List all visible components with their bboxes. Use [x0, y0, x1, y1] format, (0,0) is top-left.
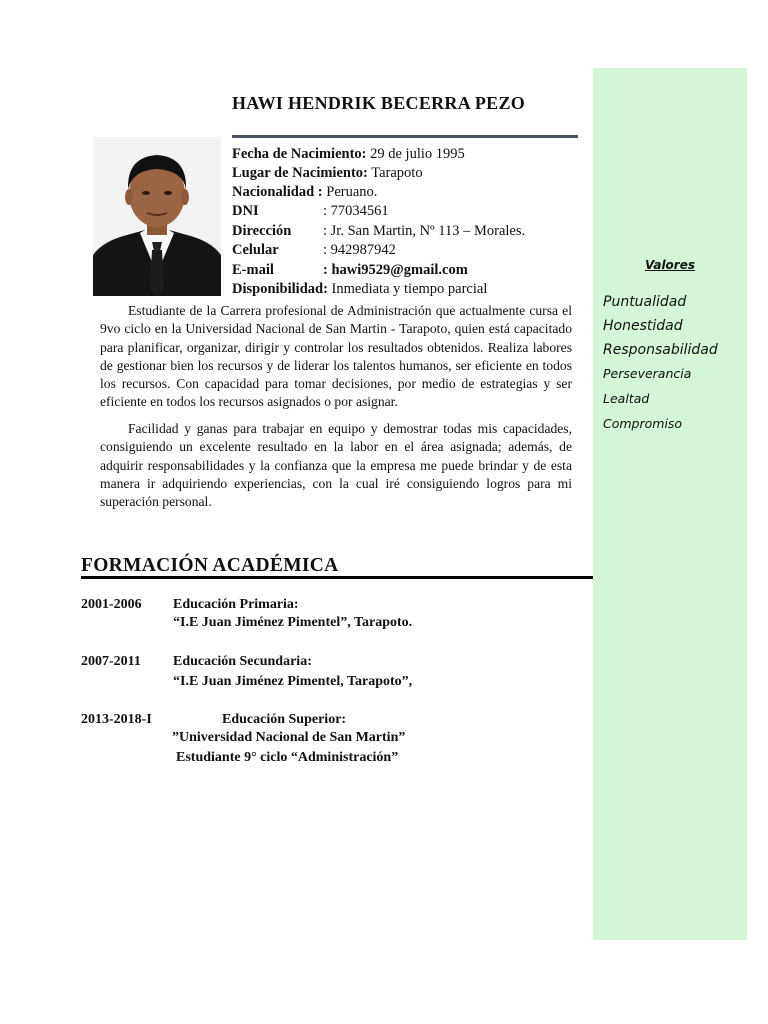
section-title: FORMACIÓN ACADÉMICA	[81, 555, 339, 576]
values-title: Valores	[644, 258, 695, 272]
candidate-name: HAWI HENDRIK BECERRA PEZO	[232, 93, 526, 113]
value-item: Lealtad	[603, 391, 650, 406]
edu-school: “I.E Juan Jiménez Pimentel”, Tarapoto.	[173, 615, 413, 630]
info-label: Fecha de Nacimiento:	[232, 146, 367, 162]
info-value: Inmediata y tiempo parcial	[331, 281, 488, 297]
info-value: : 77034561	[323, 203, 389, 219]
info-row-phone	[232, 241, 572, 260]
edu-school: “I.E Juan Jiménez Pimentel, Tarapoto”,	[173, 674, 413, 689]
value-item: Compromiso	[603, 416, 683, 431]
info-label: E-mail	[232, 262, 274, 278]
value-item: Puntualidad	[603, 294, 687, 310]
name-divider	[232, 135, 578, 138]
edu-detail: Estudiante 9° ciclo “Administración”	[176, 750, 399, 765]
info-value: Peruano.	[326, 184, 378, 200]
edu-years: 2007-2011	[81, 654, 141, 669]
edu-level: Educación Superior:	[222, 712, 347, 727]
info-value: : 942987942	[323, 242, 396, 258]
info-row-availability	[232, 280, 487, 299]
info-label: Nacionalidad :	[232, 184, 323, 200]
info-row-birthdate	[232, 145, 465, 164]
info-label: Lugar de Nacimiento:	[232, 165, 368, 181]
info-row-nationality	[232, 183, 377, 202]
profile-photo	[93, 137, 221, 296]
info-row-birthplace	[232, 164, 423, 183]
info-label: Celular	[232, 242, 279, 258]
values-list	[603, 294, 718, 441]
info-row-dni	[232, 202, 572, 221]
edu-level: Educación Primaria:	[173, 597, 299, 612]
profile-paragraph: Estudiante de la Carrera profesional de Administración que actualmente cursa el 9vo ciclo en la Universidad Nacional de San Martin - Tarapoto, quien está capacitado para planificar, organizar, dirigir y controlar los resultados obtenidos. Realiza labores de gestionar bien los recursos y de liderar los talentos humanos, ser eficiente en todos los recursos. Con capacidad para tomar decisiones, por medio de estrategias y ser eficiente en todos los recursos asignados o por asignar.	[100, 303, 572, 410]
edu-years: 2001-2006	[81, 597, 142, 612]
values-sidebar	[593, 68, 747, 940]
email-value[interactable]: : hawi9529@gmail.com	[323, 262, 468, 278]
value-item: Responsabilidad	[603, 342, 718, 358]
info-value: 29 de julio 1995	[370, 146, 465, 162]
section-divider	[81, 576, 593, 579]
info-value: Tarapoto	[371, 165, 423, 181]
value-item: Honestidad	[603, 318, 683, 334]
profile-paragraph: Facilidad y ganas para trabajar en equipo y demostrar todas mis capacidades, consiguiendo un excelente resultado en la labor en el área asignada; además, de adquirir responsabilidades y la confianza que la empresa me puede brindar y de esta manera ir adquiriendo experiencias, con la cual iré consiguiendo logros para mi superación personal.	[100, 421, 572, 510]
info-label: Dirección	[232, 223, 292, 239]
info-label: DNI	[232, 203, 259, 219]
edu-school: ”Universidad Nacional de San Martin”	[172, 730, 406, 745]
info-label: Disponibilidad:	[232, 281, 328, 297]
edu-level: Educación Secundaria:	[173, 654, 312, 669]
info-value: : Jr. San Martin, Nº 113 – Morales.	[323, 223, 526, 239]
info-row-address	[232, 222, 572, 241]
info-row-email	[232, 261, 572, 280]
value-item: Perseverancia	[603, 366, 692, 381]
edu-years: 2013-2018-I	[81, 712, 152, 727]
